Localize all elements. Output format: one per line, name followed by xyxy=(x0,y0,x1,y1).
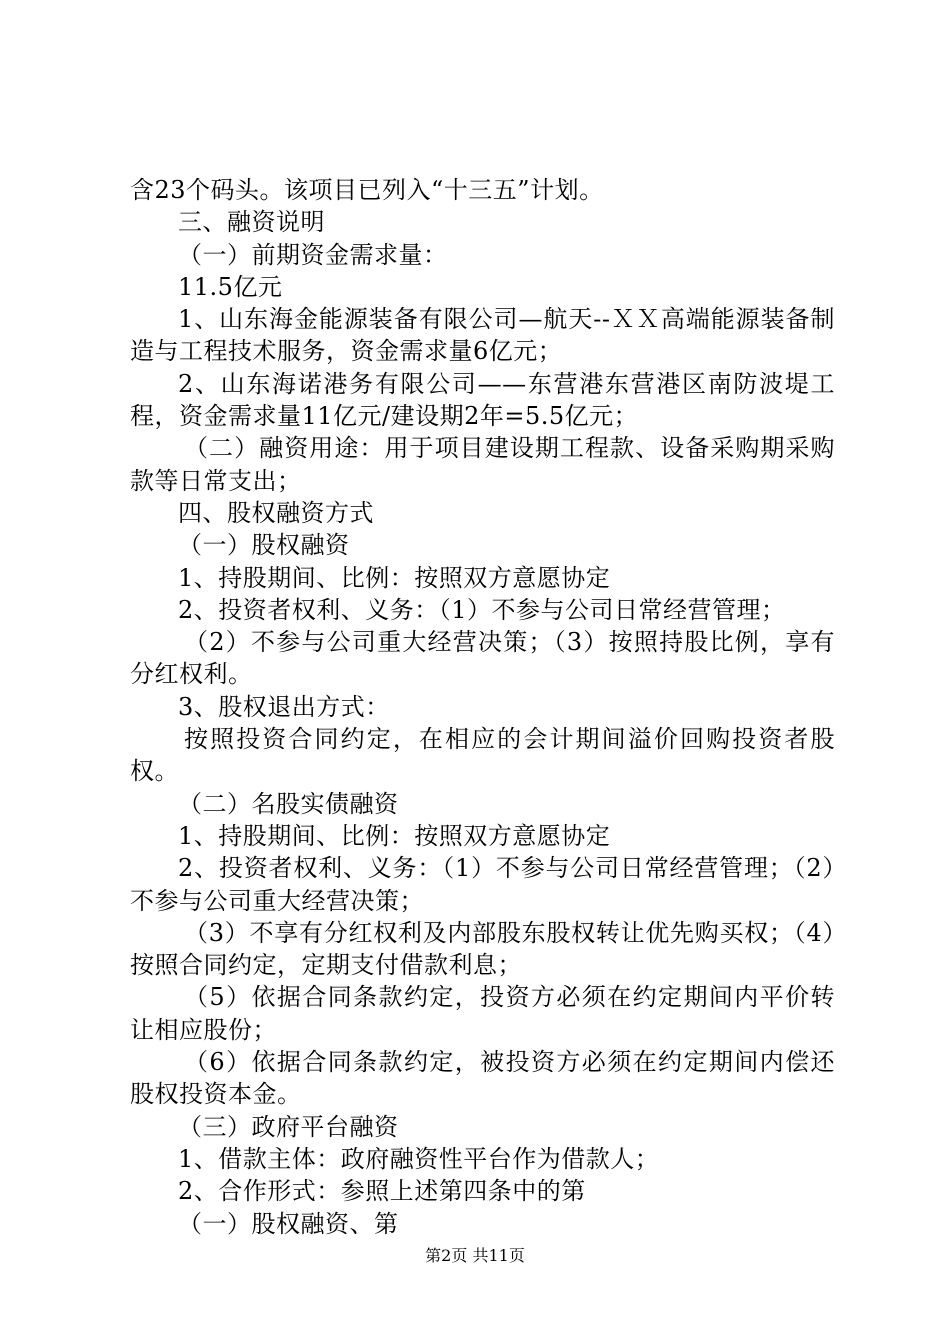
paragraph: 含23个码头。该项目已列入“十三五”计划。 xyxy=(130,176,604,204)
document-body xyxy=(130,174,835,1240)
paragraph: 11.5亿元 xyxy=(178,272,283,301)
paragraph: 按照投资合同约定，在相应的会计期间溢价回购投资者股权。 xyxy=(130,725,835,786)
page-total: 共11页 xyxy=(472,1246,525,1265)
page-number: 第2页 xyxy=(425,1246,468,1265)
page-footer xyxy=(0,1243,950,1266)
paragraph: 2、山东海诺港务有限公司——东营港东营港区南防波堤工程，资金需求量11亿元/建设期2年=5.5亿元； xyxy=(130,369,835,431)
paragraph: 1、山东海金能源装备有限公司—航天--ＸＸ高端能源装备制造与工程技术服务，资金需求量6亿元； xyxy=(130,305,835,366)
paragraph: （6）依据合同条款约定，被投资方必须在约定期间内偿还股权投资本金。 xyxy=(130,1048,835,1109)
paragraph: （5）依据合同条款约定，投资方必须在约定期间内平价转让相应股份； xyxy=(130,983,835,1044)
paragraph: （二）融资用途：用于项目建设期工程款、设备采购期采购款等日常支出； xyxy=(130,434,835,495)
section-heading: 三、融资说明 xyxy=(178,208,325,237)
paragraph: 3、股权退出方式： xyxy=(178,692,390,721)
section-heading: 四、股权融资方式 xyxy=(178,498,374,527)
subsection-heading: （一）前期资金需求量： xyxy=(178,240,448,269)
paragraph: （2）不参与公司重大经营决策；（3）按照持股比例，享有分红权利。 xyxy=(130,628,835,689)
paragraph: （3）不享有分红权利及内部股东股权转让优先购买权；（4）按照合同约定，定期支付借款利息； xyxy=(130,918,835,980)
paragraph: 2、投资者权利、义务：（1）不参与公司日常经营管理； xyxy=(178,595,786,624)
paragraph: 2、合作形式：参照上述第四条中的第 xyxy=(178,1177,586,1206)
paragraph: 1、借款主体：政府融资性平台作为借款人； xyxy=(178,1144,660,1173)
paragraph: （一）股权融资、第 xyxy=(178,1209,399,1238)
subsection-heading: （二）名股实债融资 xyxy=(178,789,399,818)
paragraph: 1、持股期间、比例：按照双方意愿协定 xyxy=(178,821,611,850)
paragraph: 1、持股期间、比例：按照双方意愿协定 xyxy=(178,563,611,592)
paragraph: 2、投资者权利、义务：（1）不参与公司日常经营管理；（2）不参与公司重大经营决策； xyxy=(130,854,835,915)
subsection-heading: （三）政府平台融资 xyxy=(178,1112,399,1141)
subsection-heading: （一）股权融资 xyxy=(178,531,350,560)
